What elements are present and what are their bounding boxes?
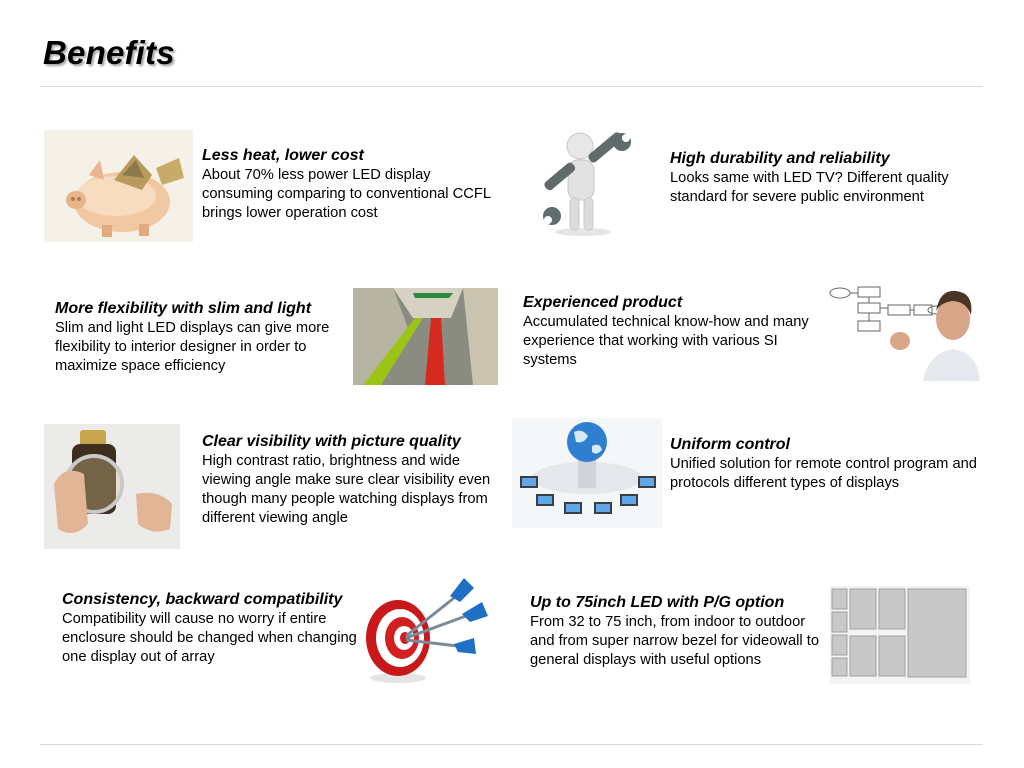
benefit-clear-visibility [202,432,502,528]
benefit-title: Up to 75inch LED with P/G option [530,594,785,611]
magnifier-bottle-icon [44,424,180,549]
benefit-description: Accumulated technical know-how and many experience that working with various SI systems [523,314,809,368]
benefit-flexibility [55,299,355,376]
benefit-title: Clear visibility with picture quality [202,433,461,450]
benefit-description: Looks same with LED TV? Different quality standard for severe public environment [670,170,949,205]
man-drawing-flowchart-icon [828,283,980,381]
benefit-description: About 70% less power LED display consuming comparing to conventional CCFL brings lower operation cost [202,167,491,221]
benefit-title: Experienced product [523,294,683,311]
videowall-layout-icon [830,586,970,684]
benefit-title: High durability and reliability [670,150,890,167]
benefit-up-to-75inch [530,593,830,670]
benefit-description: High contrast ratio, brightness and wide viewing angle make sure clear visibility even though many people watching displays from different viewing angle [202,453,491,526]
benefit-consistency [62,590,372,667]
wrench-figure-icon [528,128,638,238]
target-darts-icon [362,574,494,686]
benefit-experienced-product [523,293,823,370]
benefit-high-durability [670,149,980,207]
globe-network-icon [512,418,662,528]
benefit-title: Uniform control [670,436,790,453]
benefit-title: Less heat, lower cost [202,147,364,164]
benefit-description: Unified solution for remote control program and protocols different types of displays [670,456,977,491]
benefit-less-heat [202,146,502,223]
benefit-description: From 32 to 75 inch, from indoor to outdoor and from super narrow bezel for videowall to general displays with useful options [530,614,819,668]
corridor-floor-lines-icon [353,288,498,385]
piggy-bank-icon [44,130,193,242]
top-divider [40,86,983,87]
benefit-uniform-control [670,435,980,493]
benefit-title: More flexibility with slim and light [55,300,312,317]
benefit-title: Consistency, backward compatibility [62,591,343,608]
page-title: Benefits [43,34,175,71]
benefit-description: Compatibility will cause no worry if entire enclosure should be changed when changing one display out of array [62,611,357,665]
benefit-description: Slim and light LED displays can give more flexibility to interior designer in order to maximize space efficiency [55,320,330,374]
bottom-divider [40,744,983,745]
